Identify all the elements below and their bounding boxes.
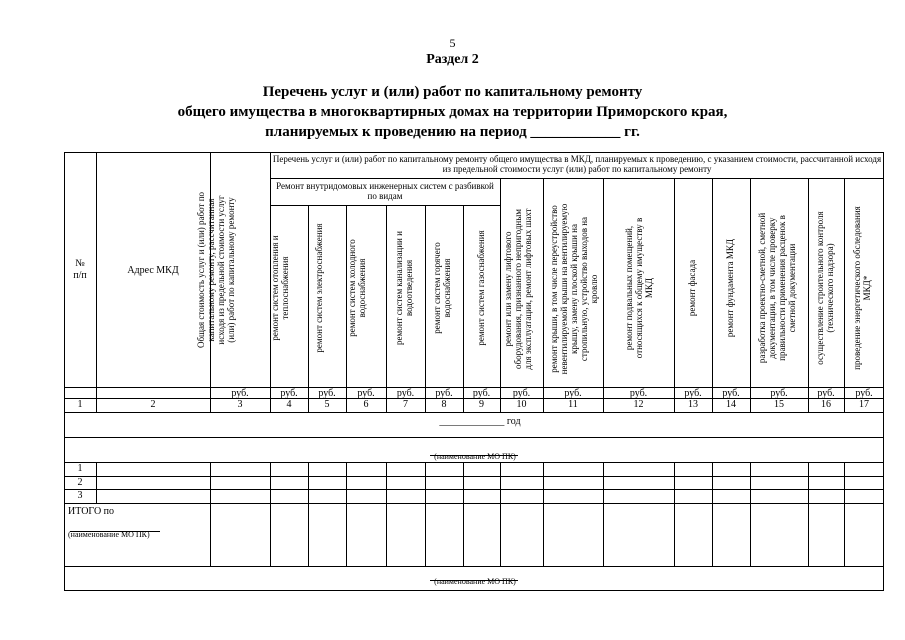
column-number-cell: 6 [363,399,369,410]
work-column-roof: ремонт крыши, в том числе переустройство невентилируемой крыши на вентилируемую крышу, замену плоской крыши на стропильную, устройство выходов на кровлю [549,203,599,375]
row-number: 1 [77,463,83,474]
column-number-cell: 11 [568,399,578,410]
column-number-cell: 8 [441,399,447,410]
column-total-cost-header: Общая стоимость услуг и (или) работ по капитальному ремонту, рассчитанная исходя из предельной стоимости услуг (или) работ по капитальному ремонту [196,191,236,349]
work-column-basement: ремонт подвальных помещений, относящихся к общему имуществу в МКД [624,217,654,359]
column-number-cell: 5 [324,399,330,410]
work-column-gas: ремонт систем газоснабжения [476,230,486,346]
page-number: 5 [449,36,456,50]
work-column-construction-control: осуществление строительного контроля (технического надзора) [815,211,835,365]
column-number-cell: 10 [516,399,527,410]
work-column-design-docs: разработка проектно-сметной, сметной документации, в том числе проверку правильности применения расценок в сметной документации [757,212,797,364]
unit-cell: руб. [231,388,249,399]
total-mo-name-label: (наименование МО ПК) [68,530,150,539]
column-number-cell: 15 [774,399,784,410]
work-column-electric: ремонт систем электроснабжения [314,223,324,353]
unit-cell: руб. [396,388,415,399]
column-number-cell: 17 [859,399,869,410]
document-title-line-2: общего имущества в многоквартирных домах на территории Приморского края, [177,104,728,120]
work-column-elevator: ремонт или замену лифтового оборудования, признанного непригодным для эксплуатации, ремонт лифтовых шахт [503,208,533,370]
unit-cell: руб. [629,388,648,399]
document-title-line-3: планируемых к проведению на период ____________ гг. [265,124,640,140]
work-column-facade: ремонт фасада [687,259,697,317]
unit-cell: руб. [564,388,582,399]
document-title-line-1: Перечень услуг и (или) работ по капитальному ремонту [262,84,643,100]
column-number-cell: 7 [403,399,408,410]
unit-cell: руб. [318,388,336,399]
column-number-cell: 13 [688,399,698,410]
work-column-energy-audit: проведение энергетического обследования МКД* [852,206,872,370]
work-column-sewerage: ремонт систем канализации и водоотведения [394,231,414,345]
column-number-cell: 1 [77,399,83,410]
column-number-cell: 9 [479,399,484,410]
column-number-cell: 4 [286,399,292,410]
mo-name-label: (наименование МО ПК) [434,452,516,461]
unit-cell: руб. [684,388,702,399]
column-number-cell: 12 [633,399,644,410]
year-label: _____________ год [439,416,521,427]
unit-cell: руб. [770,388,788,399]
work-column-cold-water: ремонт систем холодного водоснабжения [347,239,367,337]
unit-cell: руб. [435,388,453,399]
column-number-cell: 16 [821,399,831,410]
column-number-cell: 14 [726,399,736,410]
unit-cell: руб. [855,388,873,399]
unit-cell: руб. [280,388,298,399]
total-label: ИТОГО по [68,506,115,517]
work-column-hot-water: ремонт систем горячего водоснабжения [432,242,452,334]
unit-cell: руб. [357,388,375,399]
work-column-foundation: ремонт фундамента МКД [725,238,735,338]
unit-cell: руб. [512,388,531,399]
row-number: 2 [77,477,83,488]
unit-cell: руб. [722,388,740,399]
column-number-cell: 3 [237,399,243,410]
section-title: Раздел 2 [426,52,479,67]
unit-cell: руб. [472,388,491,399]
unit-cell: руб. [817,388,835,399]
row-number: 3 [77,490,83,501]
work-column-heating: ремонт систем отопления и теплоснабжения [270,235,290,341]
column-number-header: № п/п [73,258,87,281]
column-number-cell: 2 [150,399,156,410]
engineering-systems-subgroup-title: Ремонт внутридомовых инженерных систем с разбивкой по видам [276,181,494,201]
column-address-header: Адрес МКД [127,265,179,276]
bottom-mo-name-label: (наименование МО ПК) [434,577,516,586]
header-group-title: Перечень услуг и (или) работ по капитальному ремонту общего имущества в МКД, планируемых к проведению, с указанием стоимости, рассчитанной исходя из предельной стоимости услуг (или) работ по капитальному ремонту [272,154,882,174]
